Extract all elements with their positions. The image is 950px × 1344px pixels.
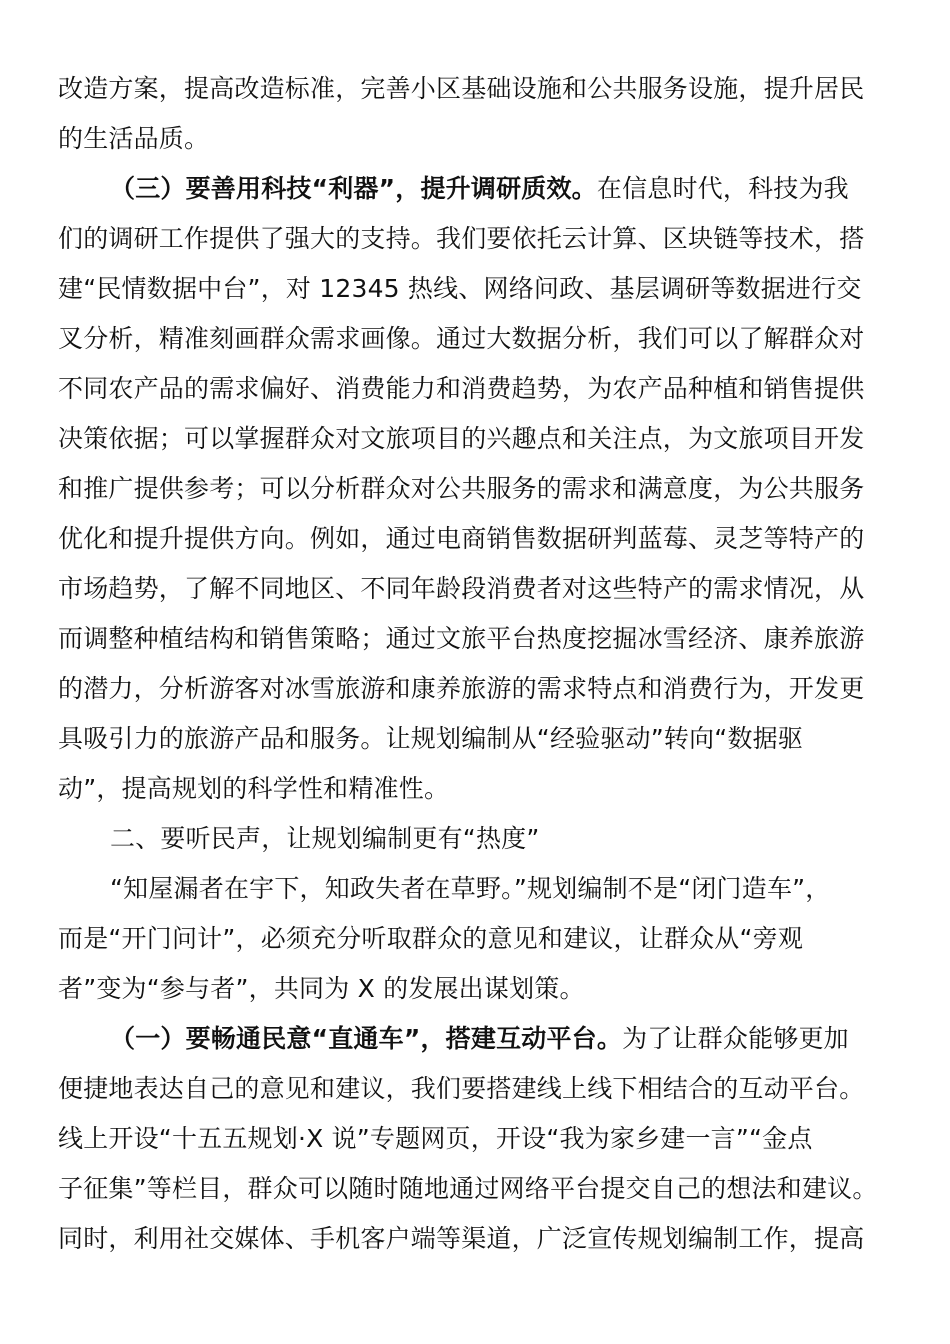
section-heading-line: （三）要善用科技“利器”，提升调研质效。在信息时代，科技为我 <box>110 174 849 203</box>
document-page <box>58 64 892 1264</box>
body-line: 具吸引力的旅游产品和服务。让规划编制从“经验驱动”转向“数据驱 <box>58 724 804 753</box>
body-line: 线上开设“十五五规划·X 说”专题网页，开设“我为家乡建一言”“金点 <box>58 1124 813 1153</box>
body-line: 市场趋势，了解不同地区、不同年龄段消费者对这些特产的需求情况，从 <box>58 574 865 603</box>
section-heading-line: （一）要畅通民意“直通车”，搭建互动平台。为了让群众能够更加 <box>110 1024 849 1053</box>
body-line: 不同农产品的需求偏好、消费能力和消费趋势，为农产品种植和销售提供 <box>58 374 865 403</box>
body-line: 而调整种植结构和销售策略；通过文旅平台热度挖掘冰雪经济、康养旅游 <box>58 624 865 653</box>
body-line: 同时，利用社交媒体、手机客户端等渠道，广泛宣传规划编制工作，提高 <box>58 1224 865 1253</box>
body-line: “知屋漏者在宇下，知政失者在草野。”规划编制不是“闭门造车”， <box>110 874 831 903</box>
section-heading: （三）要善用科技“利器”，提升调研质效。 <box>110 174 597 203</box>
body-line: 子征集”等栏目，群众可以随时随地通过网络平台提交自己的想法和建议。 <box>58 1174 878 1203</box>
body-line: 的潜力，分析游客对冰雪旅游和康养旅游的需求特点和消费行为，开发更 <box>58 674 865 703</box>
body-line: 叉分析，精准刻画群众需求画像。通过大数据分析，我们可以了解群众对 <box>58 324 865 353</box>
body-line: 改造方案，提高改造标准，完善小区基础设施和公共服务设施，提升居民 <box>58 74 865 103</box>
chapter-heading: 二、要听民声，让规划编制更有“热度” <box>110 824 540 853</box>
body-line: 建“民情数据中台”，对 12345 热线、网络问政、基层调研等数据进行交 <box>58 274 862 303</box>
section-heading: （一）要畅通民意“直通车”，搭建互动平台。 <box>110 1024 623 1053</box>
body-line: 者”变为“参与者”，共同为 X 的发展出谋划策。 <box>58 974 585 1003</box>
body-line: 们的调研工作提供了强大的支持。我们要依托云计算、区块链等技术，搭 <box>58 224 865 253</box>
body-line: 优化和提升提供方向。例如，通过电商销售数据研判蓝莓、灵芝等特产的 <box>58 524 865 553</box>
body-line: 的生活品质。 <box>58 124 210 153</box>
body-line: 决策依据；可以掌握群众对文旅项目的兴趣点和关注点，为文旅项目开发 <box>58 424 865 453</box>
body-line: 便捷地表达自己的意见和建议，我们要搭建线上线下相结合的互动平台。 <box>58 1074 865 1103</box>
body-line: 和推广提供参考；可以分析群众对公共服务的需求和满意度，为公共服务 <box>58 474 865 503</box>
body-line: 而是“开门问计”，必须充分听取群众的意见和建议，让群众从“旁观 <box>58 924 804 953</box>
body-line: 动”，提高规划的科学性和精准性。 <box>58 774 450 803</box>
